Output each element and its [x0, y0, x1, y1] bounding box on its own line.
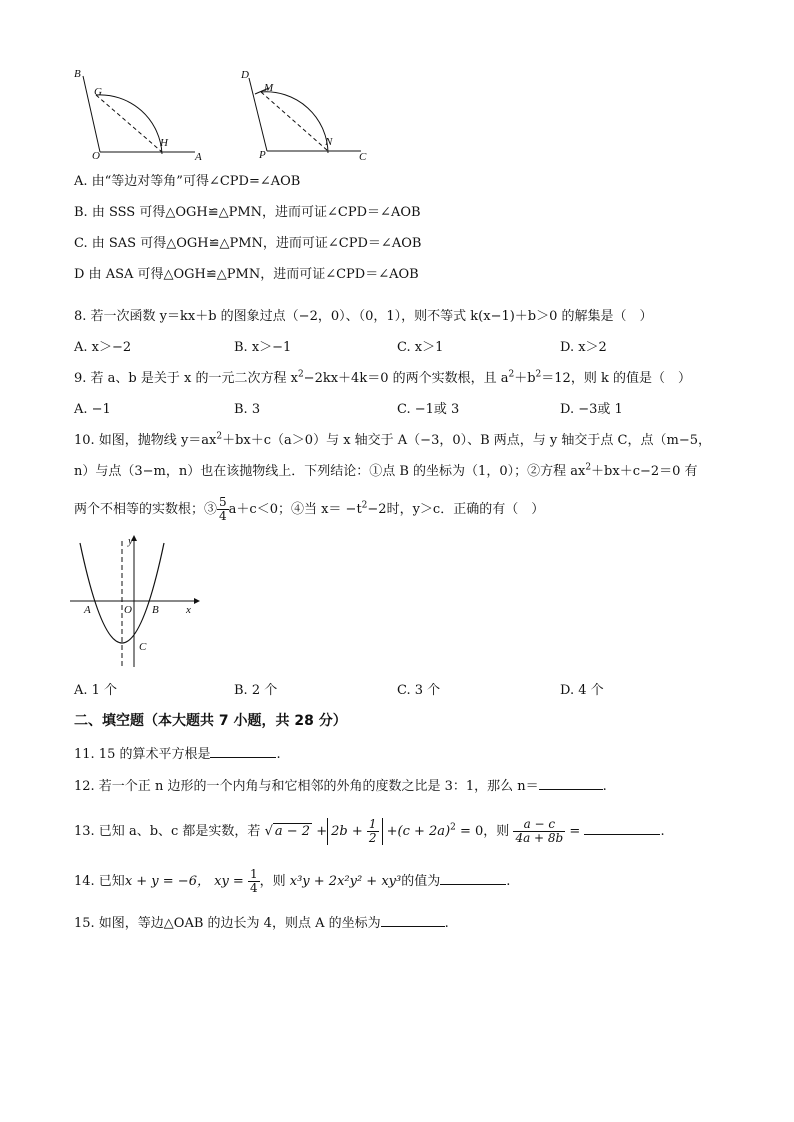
q9-sup-1: 2 — [297, 369, 304, 380]
q13-answer-blank[interactable] — [584, 822, 660, 835]
q9-sup-3: 2 — [535, 369, 542, 380]
q10-sup-2: 2 — [585, 462, 592, 473]
q13-period: . — [660, 824, 665, 839]
q13-sqrt-body: a − 2 — [274, 824, 311, 839]
q13-half — [367, 818, 379, 845]
q8-option-c: C. x＞1 — [397, 340, 444, 355]
q9-stem-mid2: ＋b — [514, 371, 536, 386]
q14-condition-1: x + y = −6， — [124, 874, 210, 889]
q9-stem-pre: 9. 若 a、b 是关于 x 的一元二次方程 x — [74, 371, 298, 386]
q7-figure-left — [70, 62, 220, 167]
q9-option-c: C. −1或 3 — [397, 402, 460, 417]
graph-label-O: O — [124, 604, 132, 616]
q10-fraction — [217, 496, 229, 523]
graph-label-B: B — [152, 604, 159, 616]
q10-option-c: C. 3 个 — [397, 683, 441, 698]
graph-label-x: x — [186, 604, 191, 616]
q13-abs — [327, 818, 382, 845]
q11-period: . — [276, 747, 281, 762]
q7-option-a: A. 由“等边对等角”可得∠CPD=∠AOB — [74, 174, 301, 189]
graph-label-A: A — [84, 604, 91, 616]
q11 — [74, 745, 281, 764]
q8-option-b: B. x＞−1 — [234, 340, 292, 355]
q8-options — [0, 339, 794, 359]
q14-quarter — [248, 868, 260, 895]
q15-period: . — [444, 916, 449, 931]
graph-label-C: C — [139, 641, 147, 653]
q14-condition-2: xy = — [214, 874, 244, 889]
q13-eq: = — [569, 824, 581, 839]
q13-paren: (c + 2a) — [397, 824, 451, 839]
q14-stem: 14. 已知 — [74, 874, 125, 889]
q9-option-b: B. 3 — [234, 402, 261, 417]
label-H: H — [160, 137, 168, 149]
q9-options — [0, 401, 794, 421]
q10-line1-post: ＋bx＋c（a＞0）与 x 轴交于 A（−3，0）、B 两点，与 y 轴交于点 C，点（m−5， — [222, 433, 711, 448]
q14-quarter-den: 4 — [249, 881, 258, 895]
q7-option-c: C. 由 SAS 可得△OGH≌△PMN，进而可证∠CPD＝∠AOB — [74, 236, 422, 251]
q13-frac-den: 4a + 8b — [515, 831, 564, 845]
q10-line2-pre: n）与点（3−m，n）也在该抛物线上．下列结论：①点 B 的坐标为（1，0）；②方程 ax — [74, 464, 586, 479]
q13-abs-pre: 2b + — [331, 824, 363, 839]
q10-option-a: A. 1 个 — [74, 683, 118, 698]
q14-quarter-num: 1 — [249, 867, 258, 881]
q14-period: . — [506, 874, 511, 889]
q13-fraction — [513, 818, 565, 845]
q9-stem-mid: −2kx＋4k＝0 的两个实数根，且 a — [303, 371, 509, 386]
q10-parabola-figure — [66, 533, 201, 673]
q13-sqrt: √ a − 2 — [264, 824, 311, 839]
q15-stem: 15. 如图，等边△OAB 的边长为 4，则点 A 的坐标为 — [74, 916, 381, 931]
q10-option-b: B. 2 个 — [234, 683, 278, 698]
q10-frac-den: 4 — [219, 509, 227, 523]
q12 — [74, 777, 607, 796]
label-B: B — [74, 68, 81, 80]
q9-stem-post: ＝12，则 k 的值是（ ） — [541, 371, 691, 386]
q10-sup-1: 2 — [216, 431, 223, 442]
q15-answer-blank[interactable] — [381, 914, 445, 927]
q10-line-1 — [74, 432, 711, 450]
graph-label-y: y — [128, 535, 133, 547]
q8-option-d: D. x＞2 — [560, 340, 607, 355]
label-A: A — [195, 151, 202, 163]
q10-line3-end: −2时，y＞c．正确的有（ ） — [367, 502, 545, 517]
q15 — [74, 914, 449, 933]
q14-mid: ，则 — [259, 874, 286, 889]
q7-figure-right — [235, 62, 385, 167]
q10-option-d: D. 4 个 — [560, 683, 604, 698]
section-fill-in-blank-heading: 二、填空题（本大题共 7 小题，共 28 分） — [74, 713, 347, 729]
q13-stem: 13. 已知 a、b、c 都是实数，若 — [74, 824, 261, 839]
q8-stem: 8. 若一次函数 y＝kx＋b 的图象过点（−2，0）、（0，1），则不等式 k(x−1)＋b＞0 的解集是（ ） — [74, 309, 653, 324]
q13-half-den: 2 — [368, 831, 377, 845]
q13-square: 2 — [450, 822, 456, 833]
label-M: M — [264, 82, 274, 94]
label-O: O — [92, 150, 100, 162]
q14 — [74, 862, 510, 902]
label-P: P — [259, 149, 266, 161]
q13-frac-num: a − c — [513, 818, 565, 832]
q7-option-d: D 由 ASA 可得△OGH≌△PMN，进而可证∠CPD＝∠AOB — [74, 267, 419, 282]
q12-stem: 12. 若一个正 n 边形的一个内角与和它相邻的外角的度数之比是 3：1，那么 n＝ — [74, 779, 539, 794]
q7-option-b: B. 由 SSS 可得△OGH≌△PMN，进而可证∠CPD＝∠AOB — [74, 205, 421, 220]
q10-sup-3: 2 — [361, 500, 368, 511]
q12-period: . — [602, 779, 607, 794]
q9-sup-2: 2 — [508, 369, 515, 380]
q13: 13. 已知 a、b、c 都是实数，若 √ a − 2 + 2b + $\frac{1}{2}$ $+(c + 2a)^2 = 0$，则 $\frac{a - c}{4a + 8b}$ = . — [74, 812, 665, 852]
q10-line3-pre: 两个不相等的实数根；③ — [74, 502, 218, 517]
q10-options — [0, 682, 794, 702]
label-D: D — [241, 69, 249, 81]
q14-expression: x³y + 2x²y² + xy³ — [289, 874, 402, 889]
q11-stem: 11. 15 的算术平方根是 — [74, 747, 211, 762]
q10-line1-pre: 10. 如图，抛物线 y＝ax — [74, 433, 217, 448]
q9-option-d: D. −3或 1 — [560, 402, 623, 417]
q10-line-2 — [74, 463, 698, 481]
q10-line-3 — [74, 496, 544, 523]
label-G: G — [94, 86, 102, 98]
q8-option-a: A. x＞−2 — [74, 340, 132, 355]
q10-frac-num: 5 — [219, 495, 227, 509]
q10-line2-post: ＋bx＋c−2＝0 有 — [591, 464, 698, 479]
label-C: C — [359, 151, 367, 163]
q14-value-text: 的值为 — [401, 874, 441, 889]
q12-answer-blank[interactable] — [539, 777, 603, 790]
q9-option-a: A. −1 — [74, 402, 111, 417]
q10-line3-post: a＋c＜0；④当 x＝ −t — [228, 502, 362, 517]
q11-answer-blank[interactable] — [210, 745, 276, 758]
q13-eq0: = 0，则 — [460, 824, 510, 839]
q13-half-num: 1 — [368, 817, 377, 831]
q14-answer-blank[interactable] — [440, 872, 506, 885]
q9-stem — [74, 370, 691, 388]
label-N: N — [325, 136, 333, 148]
